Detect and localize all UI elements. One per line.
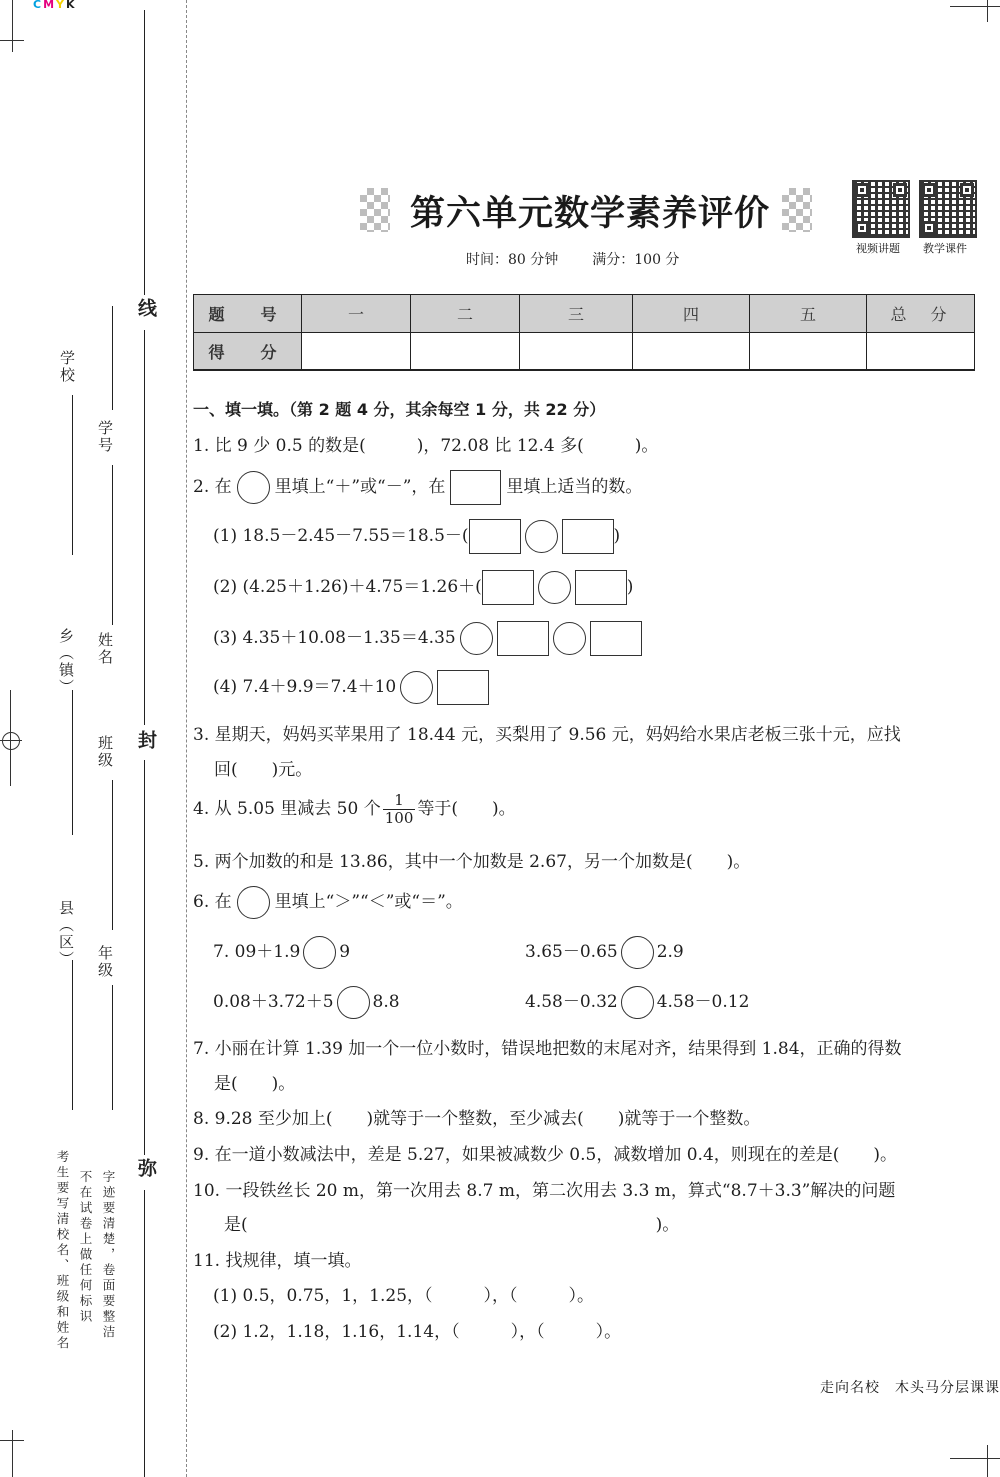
cmyk-y: Y [56,0,65,11]
exam-note-1: 考生要写清校名、班级和姓名 [55,1150,70,1352]
col-5: 五 [750,295,867,333]
question-2: 2. 在 里填上“＋”或“－”，在 里填上适当的数。 [193,470,642,505]
answer-circle[interactable] [337,986,370,1019]
qr-code-icon[interactable] [919,180,977,238]
exam-full-score: 满分：100 分 [592,252,680,268]
question-6-item-c: 0.08＋3.72＋5 8.8 [213,986,400,1019]
score-table [193,294,975,371]
question-3-line-2: 回( )元。 [214,760,313,780]
question-4: 4. 从 5.05 里减去 50 个 $\frac{1}{100}$ 等于( )。 [193,791,516,827]
exam-note-2: 不在试卷上做任何标识 [78,1170,93,1325]
answer-box[interactable] [469,519,521,554]
label-grade: 年级 [96,945,114,979]
answer-box[interactable] [590,621,642,656]
question-11-item-1: (1) 0.5，0.75，1，1.25，（ ），（ ）。 [213,1286,595,1306]
question-6-item-b: 3.65－0.65 2.9 [525,936,684,969]
registration-mark [10,690,11,786]
binding-char-xian: 线 [135,298,157,317]
title-decor-right [782,188,812,232]
binding-line [144,10,145,295]
answer-circle[interactable] [303,936,336,969]
col-3: 三 [520,295,633,333]
exam-info [466,249,679,269]
header-separator [193,369,975,370]
cmyk-print-mark [33,0,77,11]
page-title: 第六单元数学素养评价 [410,193,771,234]
answer-circle[interactable] [621,986,654,1019]
exam-note-3: 字迹要清楚，卷面要整洁 [101,1170,116,1341]
question-1: 1. 比 9 少 0.5 的数是( )，72.08 比 12.4 多( )。 [193,436,659,456]
score-table-score-row [194,333,975,371]
row-label-score: 得 分 [194,333,302,371]
answer-circle[interactable] [237,471,270,504]
col-4: 四 [633,295,750,333]
question-2-item-4: (4) 7.4＋9.9＝7.4＋10 [213,670,489,705]
registration-mark [2,732,20,750]
crop-mark [950,6,1000,7]
score-cell[interactable] [750,333,867,371]
question-10-line-2: 是( )。 [224,1215,680,1235]
crop-mark [12,1430,13,1477]
cmyk-m: M [43,0,56,11]
question-2-item-2: (2) (4.25＋1.26)＋4.75＝1.26＋( ) [213,570,633,605]
binding-line [144,760,145,1155]
question-9: 9. 在一道小数减法中，差是 5.27，如果被减数少 0.5，减数增加 0.4，则现在的差是( )。 [193,1145,898,1165]
question-3-line-1: 3. 星期天，妈妈买苹果用了 18.44 元，买梨用了 9.56 元，妈妈给水果店老板三张十元，应找 [193,725,901,745]
question-2-item-3: (3) 4.35＋10.08－1.35＝4.35 [213,621,642,656]
crop-mark [987,0,988,22]
answer-box[interactable] [437,670,489,705]
label-xuehao: 学号 [96,420,114,454]
question-2-item-1: (1) 18.5－2.45－7.55＝18.5－( ) [213,519,620,554]
crop-mark [12,0,13,52]
col-label: 题 号 [194,295,302,333]
crop-mark [950,1458,1000,1459]
question-6: 6. 在 里填上“＞”“＜”或“＝”。 [193,886,463,919]
field-line-class [112,780,113,930]
score-cell[interactable] [520,333,633,371]
field-line-xiangzhen [72,690,73,835]
question-11-item-2: (2) 1.2，1.18，1.16，1.14，（ ），（ ）。 [213,1322,622,1342]
binding-char-feng: 封 [135,730,157,749]
question-11: 11. 找规律，填一填。 [193,1251,362,1271]
question-10-line-1: 10. 一段铁丝长 20 m，第一次用去 8.7 m，第二次用去 3.3 m，算式“8.7＋3.3”解决的问题 [193,1181,896,1201]
registration-mark [0,740,22,741]
binding-line [144,1190,145,1477]
qr-label-courseware: 教学课件 [923,242,967,255]
cmyk-k: K [66,0,76,11]
answer-circle[interactable] [400,671,433,704]
answer-circle[interactable] [621,936,654,969]
binding-dashed-line [186,0,187,1477]
question-7-line-1: 7. 小丽在计算 1.39 加一个一位小数时，错误地把数的末尾对齐，结果得到 1.84，正确的得数 [193,1039,902,1059]
label-xiangzhen: 乡（镇） [57,628,75,696]
label-name: 姓名 [96,632,114,666]
exam-time: 时间：80 分钟 [466,252,559,268]
field-line-school [72,395,73,555]
qr-label-video: 视频讲题 [856,242,900,255]
answer-circle[interactable] [237,886,270,919]
score-cell[interactable] [633,333,750,371]
answer-box[interactable] [562,519,614,554]
answer-circle[interactable] [525,520,558,553]
score-cell[interactable] [867,333,975,371]
answer-circle[interactable] [460,622,493,655]
answer-box[interactable] [497,621,549,656]
binding-char-mi: 弥 [135,1158,157,1177]
question-8: 8. 9.28 至少加上( )就等于一个整数，至少减去( )就等于一个整数。 [193,1109,761,1129]
col-2: 二 [411,295,520,333]
answer-box[interactable] [575,570,627,605]
label-school: 学校 [58,350,76,384]
answer-circle[interactable] [553,622,586,655]
score-cell[interactable] [302,333,411,371]
section-1-heading: 一、填一填。（第 2 题 4 分，其余每空 1 分，共 22 分） [193,400,606,419]
label-class: 班级 [96,735,114,769]
col-total: 总 分 [867,295,975,333]
score-cell[interactable] [411,333,520,371]
label-county: 县（区） [57,900,75,968]
answer-box[interactable] [450,470,501,505]
question-6-item-a: 7. 09＋1.9 9 [213,936,350,969]
col-1: 一 [302,295,411,333]
question-6-item-d: 4.58－0.32 4.58－0.12 [525,986,749,1019]
qr-code-icon[interactable] [852,180,910,238]
cmyk-c: C [33,0,43,11]
field-line-grade [112,985,113,1110]
crop-mark [987,1445,988,1477]
binding-line [144,330,145,725]
field-line-name [112,465,113,625]
question-7-line-2: 是( )。 [214,1074,296,1094]
title-decor-left [360,188,390,232]
field-line-xuehao [112,306,113,410]
question-5: 5. 两个加数的和是 13.86，其中一个加数是 2.67，另一个加数是( )。 [193,852,751,872]
answer-box[interactable] [482,570,534,605]
footer-brand: 走向名校 木头马分层课课 [820,1380,1000,1396]
fraction: $\frac{1}{100}$ [384,791,414,827]
answer-circle[interactable] [538,571,571,604]
field-line-county [72,960,73,1110]
score-table-header-row [194,295,975,333]
